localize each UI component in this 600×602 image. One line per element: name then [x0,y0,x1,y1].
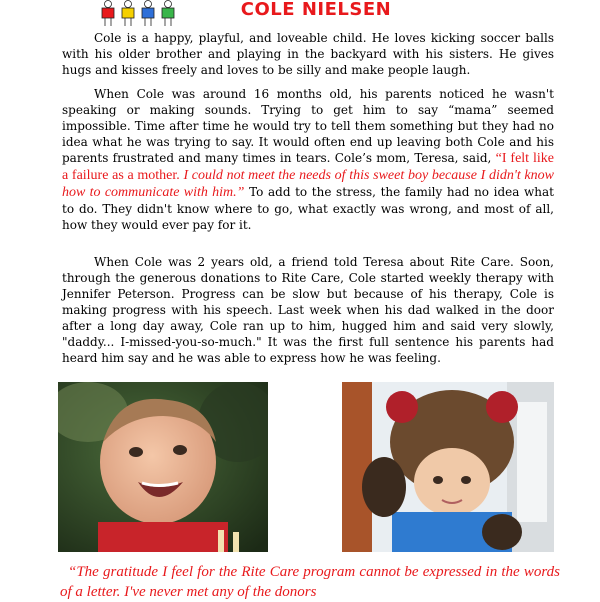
closing-quote: “The gratitude I feel for the Rite Care program cannot be expressed in the words of a letter. I've never met any of the donors [60,564,560,600]
page-title: COLE NIELSEN [240,0,392,20]
photo-cole-bear-hat [342,382,554,552]
mother-quote: “I felt like a failure as a mother. [62,151,554,183]
children-figures-logo-icon [96,0,182,28]
paragraph-rite-care: When Cole was 2 years old, a friend told Teresa about Rite Care. Soon, through the generous donations to Rite Care, Cole started weekly therapy with Jennifer Peterson. Progress can be slow but because of his therapy, Cole is making progress with his speech. Last week when his dad walked in the door after a long day away, Cole ran up to him, hugged him and said very slowly, "daddy... I-missed-you-so-much." It was the first full sentence his parents had heard him say and he was able to express how he was feeling. [62,255,554,365]
mother-quote-italic: I could not meet the needs of this sweet boy because I didn't know how to communicate with him.” [62,168,554,200]
paragraph-speech-delay-end: To add to the stress, the family had no idea what to do. They didn't know where to go, what exactly was wrong, and most of all, how they would ever pay for it. [62,185,554,232]
photo-cole-smiling [58,382,268,552]
paragraph-intro: Cole is a happy, playful, and loveable child. He loves kicking soccer balls with his older brother and playing in the backyard with his sisters. He gives hugs and kisses freely and loves to be silly and make people laugh. [62,31,554,77]
paragraph-speech-delay-text: When Cole was around 16 months old, his parents noticed he wasn't speaking or making sounds. Trying to get him to say “mama” seemed impossible. Time after time he would try to tell them something but they had no idea what he was trying to say. It would often end up leaving both Cole and his parents frustrated and many times in tears. Cole’s mom, Teresa, said, [62,87,554,165]
paragraph-speech-delay [62,86,554,233]
